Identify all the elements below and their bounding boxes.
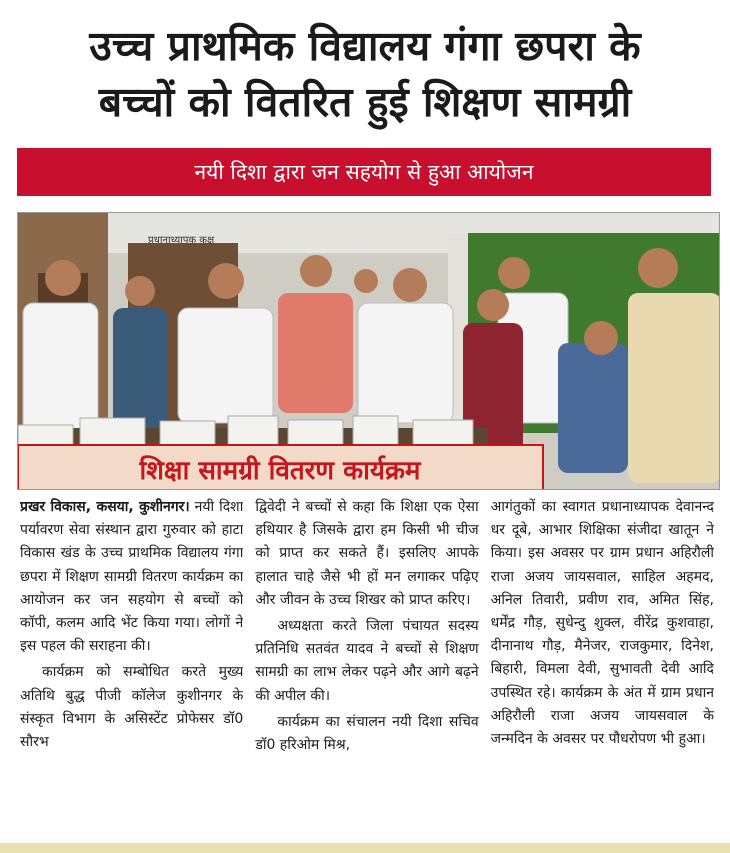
bottom-rule xyxy=(0,843,730,853)
col1-paragraph-2: कार्यक्रम को सम्बोधित करते मुख्य अतिथि बुद्ध पीजी कॉलेज कुशीनगर के संस्कृत विभाग के असिस्टेंट प्रोफेसर डॉ0 सौरभ xyxy=(20,664,244,751)
article-column-3 xyxy=(491,496,714,836)
col2-paragraph-2: अध्यक्षता करते जिला पंचायत सदस्य प्रतिनिधि सतवंत यादव ने बच्चों से शिक्षण सामग्री का लाभ लेकर पढ़ने और आगे बढ़ने की अपील की। xyxy=(255,618,479,704)
article-column-2 xyxy=(255,496,478,836)
news-photo xyxy=(17,212,720,490)
headline-line-2: बच्चों को वितरित हुई शिक्षण सामग्री xyxy=(98,78,632,126)
col3-paragraph-1: आगंतुकों का स्वागत प्रधानाध्यापक देवानन्द धर दूबे, आभार शिक्षिका संजीदा खातून ने किया। इस अवसर पर ग्राम प्रधान अहिरौली राजा अजय जायसवाल, साहिल अहमद, अनिल तिवारी, प्रवीण राव, अमित सिंह, धर्मेंद्र गौड़, सुधेन्दु शुक्ल, वीरेंद्र कुशवाहा, दीनानाथ गौड़, मैनेजर, राजकुमार, दिनेश, बिहारी, विमला देवी, सुभावती देवी आदि उपस्थित रहे। कार्यक्रम के अंत में ग्राम प्रधान अहिरौली राजा अजय जायसवाल के जन्मदिन के अवसर पर पौधरोपण भी हुआ। xyxy=(490,499,714,748)
headline xyxy=(10,18,720,130)
headline-line-1: उच्च प्राथमिक विद्यालय गंगा छपरा के xyxy=(89,22,641,70)
col1-paragraph-1: नयी दिशा पर्यावरण सेवा संस्थान द्वारा गुरुवार को हाटा विकास खंड के उच्च प्राथमिक विद्यालय गंगा छपरा में शिक्षण सामग्री वितरण कार्यक्रम का आयोजन कर जन सहयोग से बच्चों को कॉपी, कलम आदि भेंट किया गया। लोगों ने इस पहल की सराहना की। xyxy=(20,499,244,655)
article-body xyxy=(20,496,714,836)
article-column-1 xyxy=(20,496,243,836)
col2-paragraph-3: कार्यक्रम का संचालन नयी दिशा सचिव डॉ0 हरिओम मिश्र, xyxy=(255,713,479,754)
wall-sign: प्रधानाध्यापक कक्ष xyxy=(148,235,215,246)
dateline: प्रखर विकास, कसया, कुशीनगर। xyxy=(20,499,190,515)
col2-paragraph-1: द्विवेदी ने बच्चों से कहा कि शिक्षा एक ऐसा हथियार है जिसके द्वारा हम किसी भी चीज को प्राप्त कर सकते हैं। इसलिए आपके हालात चाहे जैसे भी हों मन लगाकर पढ़िए और जीवन के उच्च शिखर को प्राप्त करिए। xyxy=(255,499,479,608)
event-banner-text: शिक्षा सामग्री वितरण कार्यक्रम xyxy=(139,456,421,486)
subheadline-bar: नयी दिशा द्वारा जन सहयोग से हुआ आयोजन xyxy=(17,148,711,196)
